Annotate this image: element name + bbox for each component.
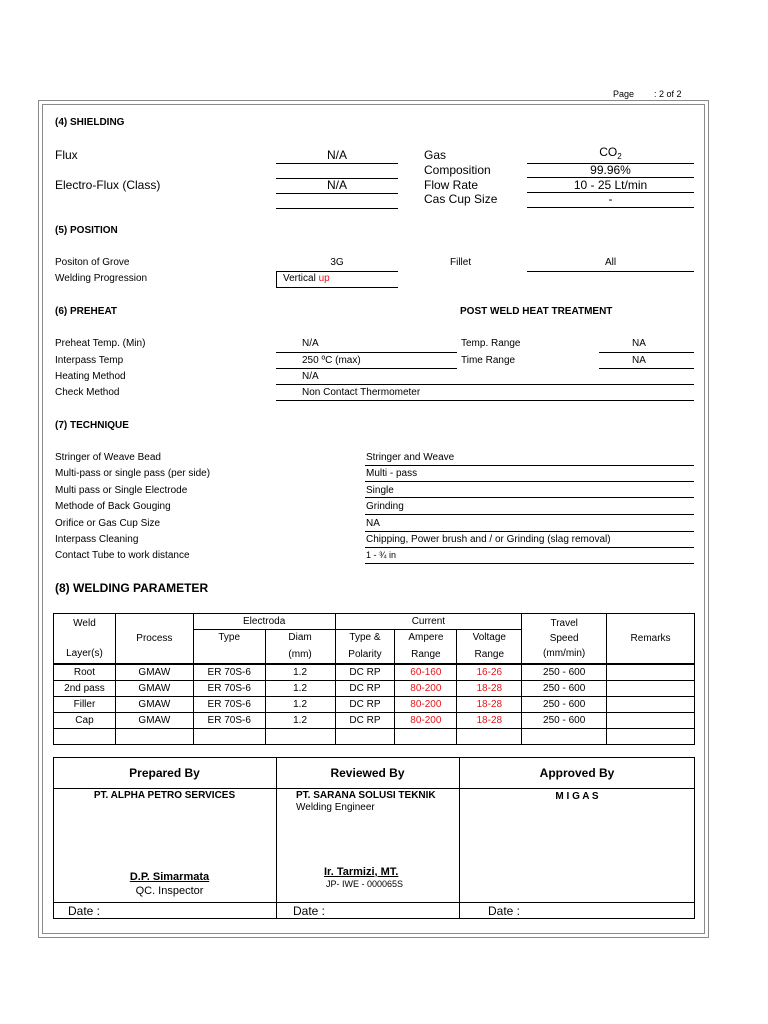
header-polarity: Polarity <box>335 645 395 664</box>
grove-value: 3G <box>330 257 344 268</box>
header-range: Range <box>395 645 457 664</box>
header-voltage: Voltage <box>457 630 522 646</box>
heating-method-label: Heating Method <box>55 371 126 382</box>
header-current: Current <box>335 614 522 630</box>
flux-value: N/A <box>326 148 347 162</box>
table-row: Cap GMAW ER 70S-6 1.2 DC RP 80-200 18-28 250 - 600 <box>54 713 695 729</box>
cup-size-label: Cas Cup Size <box>424 192 498 206</box>
technique-value-2: Multi - pass <box>366 468 418 479</box>
prepared-role: QC. Inspector <box>135 885 204 897</box>
technique-value-4: Grinding <box>366 501 404 512</box>
preheat-min-value: N/A <box>302 338 319 349</box>
technique-label-4: Methode of Back Gouging <box>55 501 171 512</box>
technique-label-5: Orifice or Gas Cup Size <box>55 518 161 529</box>
electro-flux-label: Electro-Flux (Class) <box>55 178 161 192</box>
technique-label-7: Contact Tube to work distance <box>55 550 190 561</box>
welding-heading: (8) WELDING PARAMETER <box>55 581 209 595</box>
position-heading: (5) POSITION <box>55 225 118 236</box>
electro-flux-value: N/A <box>326 178 347 192</box>
progression-value: Vertical up <box>283 273 330 284</box>
reviewed-company: PT. SARANA SOLUSI TEKNIK <box>296 790 436 801</box>
flow-rate-label: Flow Rate <box>424 178 479 192</box>
reviewed-name: Ir. Tarmizi, MT. <box>324 866 399 878</box>
technique-heading: (7) TECHNIQUE <box>55 420 129 431</box>
header-travel: Travel Speed (mm/min) <box>522 614 607 665</box>
header-ampere: Ampere <box>395 630 457 646</box>
gas-label: Gas <box>424 148 447 162</box>
technique-label-3: Multi pass or Single Electrode <box>55 485 188 496</box>
header-remarks: Remarks <box>607 614 695 665</box>
page-number: : 2 of 2 <box>654 89 682 99</box>
grove-label: Positon of Grove <box>55 257 130 268</box>
header-type-and: Type & <box>335 630 395 646</box>
fillet-label: Fillet <box>450 257 472 268</box>
temp-range-value: NA <box>632 338 646 349</box>
technique-value-3: Single <box>366 485 394 496</box>
approved-company: M I G A S <box>555 791 599 802</box>
header-mm: (mm) <box>265 645 335 664</box>
progression-label: Welding Progression <box>55 273 148 284</box>
technique-value-5: NA <box>366 518 380 529</box>
temp-range-label: Temp. Range <box>461 338 521 349</box>
reviewed-by-title: Reviewed By <box>330 766 405 780</box>
prepared-by-title: Prepared By <box>129 766 200 780</box>
flux-label: Flux <box>55 148 78 162</box>
preheat-min-label: Preheat Temp. (Min) <box>55 338 146 349</box>
header-process: Process <box>115 614 193 665</box>
shielding-heading: (4) SHIELDING <box>55 117 125 128</box>
composition-label: Composition <box>424 163 491 177</box>
flow-rate-value: 10 - 25 Lt/min <box>573 178 648 192</box>
reviewed-subtitle: Welding Engineer <box>296 802 375 813</box>
prepared-company: PT. ALPHA PETRO SERVICES <box>93 790 236 801</box>
approved-by-title: Approved By <box>539 766 615 780</box>
preheat-heading: (6) PREHEAT <box>55 306 118 317</box>
technique-value-6: Chipping, Power brush and / or Grinding (slag removal) <box>366 534 611 545</box>
interpass-label: Interpass Temp <box>55 355 124 366</box>
prepared-name: D.P. Simarmata <box>129 871 210 883</box>
technique-value-1: Stringer and Weave <box>366 452 455 463</box>
reviewed-date: Date : <box>293 904 326 918</box>
table-row: Root GMAW ER 70S-6 1.2 DC RP 60-160 16-26 250 - 600 <box>54 664 695 681</box>
technique-value-7: 1 - ¾ in <box>366 550 397 560</box>
table-row: 2nd pass GMAW ER 70S-6 1.2 DC RP 80-200 18-28 250 - 600 <box>54 681 695 697</box>
page-label: Page <box>613 89 635 99</box>
composition-value: 99.96% <box>590 163 631 177</box>
heating-method-value: N/A <box>302 371 319 382</box>
time-range-value: NA <box>632 355 646 366</box>
gas-value: $CO_2$ <box>599 145 622 161</box>
fillet-value: All <box>604 257 617 268</box>
technique-label-2: Multi-pass or single pass (per side) <box>55 468 211 479</box>
cup-size-value: - <box>608 192 613 206</box>
technique-label-6: Interpass Cleaning <box>55 534 139 545</box>
prepared-date: Date : <box>68 904 101 918</box>
check-method-value: Non Contact Thermometer <box>302 387 421 398</box>
header-weld: Weld Layer(s) <box>54 614 116 665</box>
header-type: Type <box>193 630 265 646</box>
table-row: Filler GMAW ER 70S-6 1.2 DC RP 80-200 18-28 250 - 600 <box>54 697 695 713</box>
check-method-label: Check Method <box>55 387 120 398</box>
header-range2: Range <box>457 645 522 664</box>
pwht-heading: POST WELD HEAT TREATMENT <box>460 306 613 317</box>
header-electroda: Electroda <box>193 614 335 630</box>
technique-label-1: Stringer of Weave Bead <box>55 452 161 463</box>
interpass-value: 250 ºC (max) <box>302 355 361 366</box>
welding-parameter-table <box>53 613 695 745</box>
time-range-label: Time Range <box>461 355 516 366</box>
reviewed-role: JP- IWE - 000065S <box>326 879 404 889</box>
approved-date: Date : <box>488 904 521 918</box>
header-diam: Diam <box>265 630 335 646</box>
